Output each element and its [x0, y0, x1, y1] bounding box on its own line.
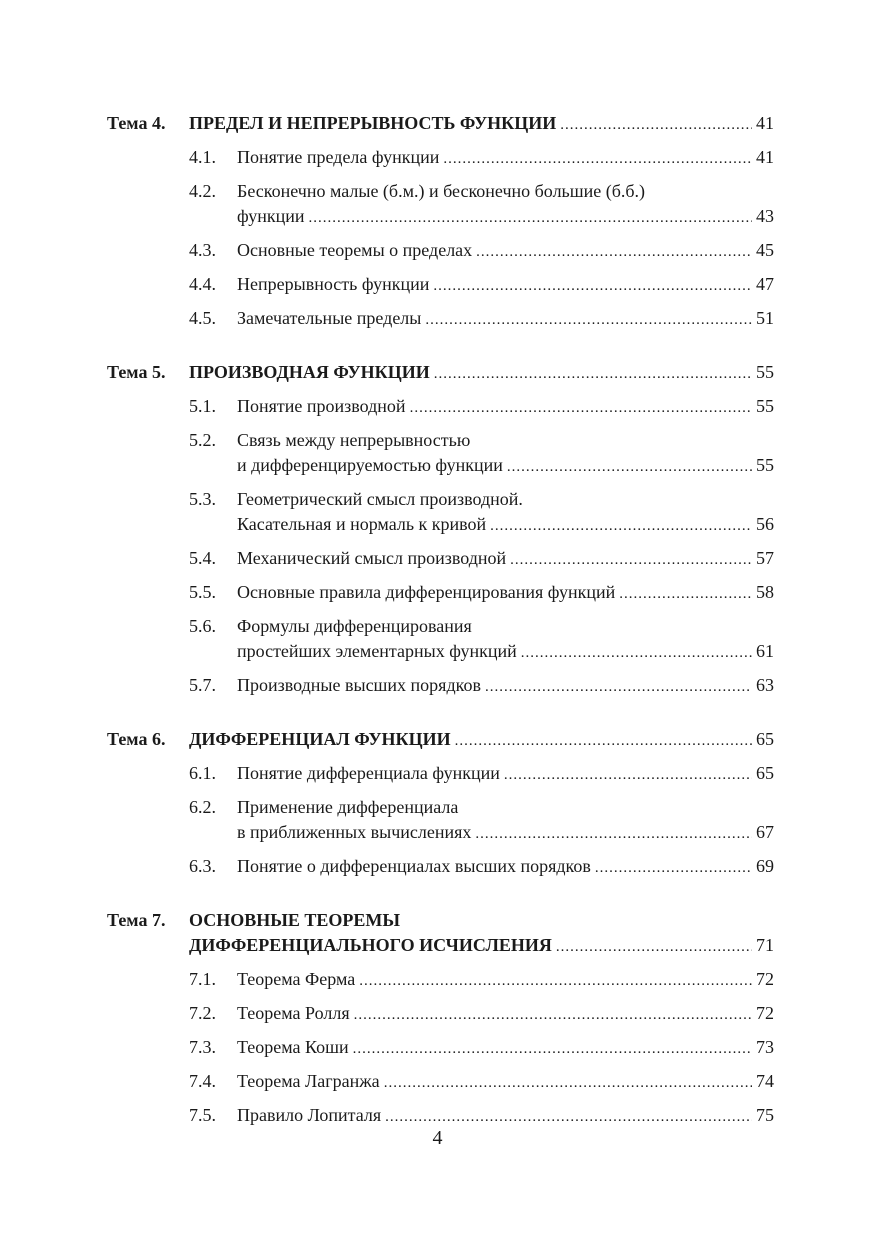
dot-leader	[309, 206, 753, 231]
table-of-contents	[107, 111, 774, 1130]
entry-number: 4.5.	[189, 308, 216, 328]
page-ref: 75	[756, 1105, 774, 1125]
dot-leader	[476, 240, 752, 265]
dot-leader	[595, 856, 752, 881]
dot-leader	[510, 548, 752, 573]
page-ref: 57	[756, 548, 774, 568]
entry-number: 5.4.	[189, 548, 216, 568]
dot-leader	[433, 274, 752, 299]
entry-title: Понятие производной	[237, 396, 406, 416]
entry-title: Теорема Коши	[237, 1037, 349, 1057]
dot-leader	[521, 641, 752, 666]
dot-leader	[434, 362, 752, 387]
dot-leader	[490, 514, 752, 539]
page-ref: 73	[756, 1037, 774, 1057]
entry-title: функции	[237, 206, 305, 226]
entry-title: Производные высших порядков	[237, 675, 481, 695]
page-ref: 61	[756, 641, 774, 661]
toc-entry-7-3	[107, 1035, 774, 1062]
page-ref: 45	[756, 240, 774, 260]
page-ref: 56	[756, 514, 774, 534]
dot-leader	[354, 1003, 752, 1028]
page-ref: 71	[756, 935, 774, 955]
toc-topic-7	[107, 908, 774, 1130]
entry-title-line1: Применение дифференциала	[237, 797, 459, 817]
entry-number: 4.4.	[189, 274, 216, 294]
toc-entry-4-1	[107, 145, 774, 172]
dot-leader	[485, 675, 752, 700]
entry-number: 7.1.	[189, 969, 216, 989]
entry-number: 7.5.	[189, 1105, 216, 1125]
entry-title: Понятие предела функции	[237, 147, 440, 167]
topic-title-line1: ОСНОВНЫЕ ТЕОРЕМЫ	[189, 910, 401, 930]
entry-title: Замечательные пределы	[237, 308, 422, 328]
entry-title: Основные теоремы о пределах	[237, 240, 473, 260]
topic-number: Тема 5.	[107, 362, 166, 382]
toc-entry-5-7	[107, 673, 774, 700]
topic-heading	[107, 908, 774, 960]
page-ref: 67	[756, 822, 774, 842]
entry-title: Касательная и нормаль к кривой	[237, 514, 487, 534]
entry-title: Механический смысл производной	[237, 548, 507, 568]
toc-entry-4-4	[107, 272, 774, 299]
topic-number: Тема 4.	[107, 113, 166, 133]
dot-leader	[560, 113, 752, 138]
entry-number: 4.3.	[189, 240, 216, 260]
toc-entry-4-2	[107, 179, 774, 231]
entry-number: 4.2.	[189, 181, 216, 201]
entry-title-line1: Формулы дифференцирования	[237, 616, 472, 636]
entry-title: в приближенных вычислениях	[237, 822, 472, 842]
toc-entry-7-4	[107, 1069, 774, 1096]
dot-leader	[359, 969, 752, 994]
topic-title: ДИФФЕРЕНЦИАЛ ФУНКЦИИ	[189, 729, 451, 749]
topic-title: ПРЕДЕЛ И НЕПРЕРЫВНОСТЬ ФУНКЦИИ	[189, 113, 557, 133]
entry-title: Теорема Ферма	[237, 969, 356, 989]
entry-title-line1: Геометрический смысл производной.	[237, 489, 523, 509]
toc-entry-7-1	[107, 967, 774, 994]
toc-topic-4	[107, 111, 774, 333]
page-ref: 65	[756, 729, 774, 749]
topic-heading	[107, 360, 774, 387]
topic-heading	[107, 111, 774, 138]
toc-entry-6-1	[107, 761, 774, 788]
entry-number: 5.3.	[189, 489, 216, 509]
toc-entry-5-4	[107, 546, 774, 573]
page-ref: 55	[756, 362, 774, 382]
entry-number: 6.1.	[189, 763, 216, 783]
page-number: 4	[432, 1127, 443, 1149]
toc-entry-5-2	[107, 428, 774, 480]
entry-number: 6.3.	[189, 856, 216, 876]
page-ref: 43	[756, 206, 774, 226]
page-ref: 63	[756, 675, 774, 695]
entry-title: Понятие дифференциала функции	[237, 763, 500, 783]
entry-title-line1: Связь между непрерывностью	[237, 430, 471, 450]
entry-title: Основные правила дифференцирования функций	[237, 582, 616, 602]
toc-entry-7-5	[107, 1103, 774, 1130]
entry-title: Понятие о дифференциалах высших порядков	[237, 856, 591, 876]
entry-number: 7.2.	[189, 1003, 216, 1023]
entry-number: 7.4.	[189, 1071, 216, 1091]
dot-leader	[556, 935, 752, 960]
dot-leader	[455, 729, 752, 754]
dot-leader	[384, 1071, 752, 1096]
dot-leader	[353, 1037, 752, 1062]
page-ref: 72	[756, 969, 774, 989]
toc-entry-7-2	[107, 1001, 774, 1028]
entry-number: 6.2.	[189, 797, 216, 817]
entry-number: 5.7.	[189, 675, 216, 695]
entry-title: Теорема Ролля	[237, 1003, 350, 1023]
entry-number: 7.3.	[189, 1037, 216, 1057]
topic-number: Тема 7.	[107, 910, 166, 930]
entry-title: простейших элементарных функций	[237, 641, 517, 661]
page-ref: 41	[756, 147, 774, 167]
dot-leader	[443, 147, 752, 172]
toc-entry-5-5	[107, 580, 774, 607]
dot-leader	[475, 822, 752, 847]
entry-number: 5.2.	[189, 430, 216, 450]
topic-title: ПРОИЗВОДНАЯ ФУНКЦИИ	[189, 362, 430, 382]
page-ref: 69	[756, 856, 774, 876]
entry-title: и дифференцируемостью функции	[237, 455, 503, 475]
page-ref: 65	[756, 763, 774, 783]
entry-number: 4.1.	[189, 147, 216, 167]
toc-topic-6	[107, 727, 774, 881]
dot-leader	[425, 308, 752, 333]
entry-number: 5.1.	[189, 396, 216, 416]
page-ref: 41	[756, 113, 774, 133]
page-ref: 47	[756, 274, 774, 294]
page-ref: 55	[756, 455, 774, 475]
toc-entry-4-3	[107, 238, 774, 265]
topic-number: Тема 6.	[107, 729, 166, 749]
toc-entry-6-3	[107, 854, 774, 881]
entry-title: Теорема Лагранжа	[237, 1071, 380, 1091]
dot-leader	[507, 455, 752, 480]
toc-entry-5-3	[107, 487, 774, 539]
dot-leader	[504, 763, 752, 788]
entry-title: Правило Лопиталя	[237, 1105, 382, 1125]
page-ref: 72	[756, 1003, 774, 1023]
page-ref: 58	[756, 582, 774, 602]
entry-title: Непрерывность функции	[237, 274, 430, 294]
toc-entry-4-5	[107, 306, 774, 333]
topic-heading	[107, 727, 774, 754]
toc-entry-5-1	[107, 394, 774, 421]
page-ref: 55	[756, 396, 774, 416]
toc-topic-5	[107, 360, 774, 700]
dot-leader	[619, 582, 752, 607]
toc-entry-6-2	[107, 795, 774, 847]
entry-number: 5.5.	[189, 582, 216, 602]
page-ref: 74	[756, 1071, 774, 1091]
page-ref: 51	[756, 308, 774, 328]
dot-leader	[410, 396, 752, 421]
entry-title-line1: Бесконечно малые (б.м.) и бесконечно большие (б.б.)	[237, 181, 646, 201]
toc-entry-5-6	[107, 614, 774, 666]
topic-title: ДИФФЕРЕНЦИАЛЬНОГО ИСЧИСЛЕНИЯ	[189, 935, 552, 955]
entry-number: 5.6.	[189, 616, 216, 636]
